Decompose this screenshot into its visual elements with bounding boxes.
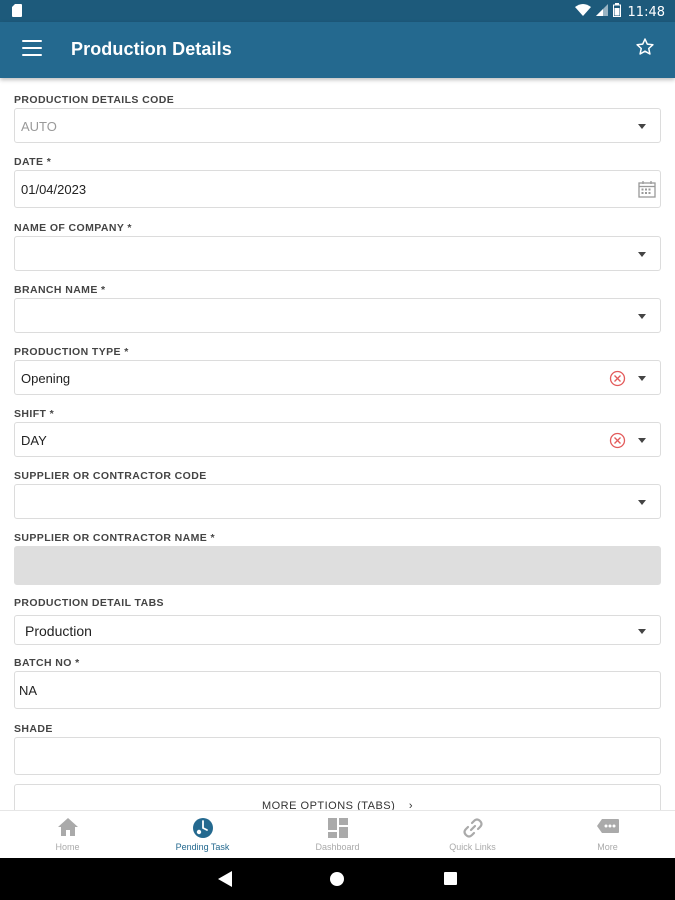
production-details-code-value: AUTO [21,119,57,134]
nav-item-quick-links[interactable] [405,811,540,858]
nav-item-home[interactable] [0,811,135,858]
back-icon[interactable] [218,871,232,892]
shade-input[interactable] [14,737,661,775]
pending-task-icon [192,817,214,839]
clock: 11:48 [627,4,665,20]
supplier-code-select[interactable] [14,484,661,519]
clear-icon[interactable] [609,432,626,449]
more-options-button[interactable] [14,784,661,810]
system-nav-bar [0,858,675,900]
chevron-right-icon: › [408,800,414,810]
batch-no-value: NA [19,683,38,698]
nav-label-dashboard: Dashboard [315,842,360,852]
nav-item-more[interactable] [540,811,675,858]
field-label-supplier-name: SUPPLIER OR CONTRACTOR NAME * [14,532,215,544]
nav-item-pending-task[interactable] [135,811,270,858]
field-label-supplier-code: SUPPLIER OR CONTRACTOR CODE [14,470,207,482]
field-label-name-of-company: NAME OF COMPANY * [14,222,132,234]
batch-no-input[interactable] [14,671,661,709]
home-circle-icon[interactable] [330,872,344,886]
field-label-date: DATE * [14,156,52,168]
production-type-select[interactable] [14,360,661,395]
more-options-label: MORE OPTIONS (TABS) [261,800,396,810]
recent-apps-icon[interactable] [444,872,457,885]
page-title: Production Details [71,39,232,59]
home-icon [57,817,79,837]
production-type-value: Opening [21,371,71,386]
bottom-nav [0,810,675,858]
production-details-code-select[interactable] [14,108,661,143]
field-label-shift: SHIFT * [14,408,55,420]
production-detail-tabs-select[interactable] [14,615,661,645]
branch-select[interactable] [14,298,661,333]
chevron-down-icon[interactable] [638,252,646,257]
field-label-production-type: PRODUCTION TYPE * [14,346,129,358]
field-label-production-details-code: PRODUCTION DETAILS CODE [14,94,175,106]
calendar-icon[interactable] [638,180,656,198]
date-field[interactable] [14,170,661,208]
nav-item-dashboard[interactable] [270,811,405,858]
company-select[interactable] [14,236,661,271]
nav-label-pending-task: Pending Task [175,842,230,852]
app-bar [0,22,675,78]
field-label-batch-no: BATCH NO * [14,657,80,669]
chevron-down-icon[interactable] [638,376,646,381]
shift-select[interactable] [14,422,661,457]
sim-card-icon [12,4,22,20]
chevron-down-icon[interactable] [638,629,646,634]
nav-label-more: More [597,842,618,852]
star-icon[interactable] [635,37,657,59]
field-label-shade: SHADE [14,723,53,735]
production-form [0,78,675,810]
more-icon [596,817,620,837]
field-label-production-detail-tabs: PRODUCTION DETAIL TABS [14,597,164,609]
nav-label-quick-links: Quick Links [449,842,496,852]
battery-icon [613,3,621,21]
status-bar [0,0,675,22]
chevron-down-icon[interactable] [638,438,646,443]
clear-icon[interactable] [609,370,626,387]
date-value: 01/04/2023 [21,182,87,197]
wifi-icon [575,4,591,20]
shift-value: DAY [21,433,47,448]
dashboard-icon [327,817,349,839]
cell-signal-icon [596,4,608,20]
chevron-down-icon[interactable] [638,500,646,505]
supplier-name-field [14,546,661,585]
menu-icon[interactable] [22,40,42,56]
production-detail-tabs-value: Production [25,623,92,639]
chevron-down-icon[interactable] [638,124,646,129]
chevron-down-icon[interactable] [638,314,646,319]
nav-label-home: Home [55,842,80,852]
link-icon [462,817,484,839]
field-label-branch-name: BRANCH NAME * [14,284,106,296]
